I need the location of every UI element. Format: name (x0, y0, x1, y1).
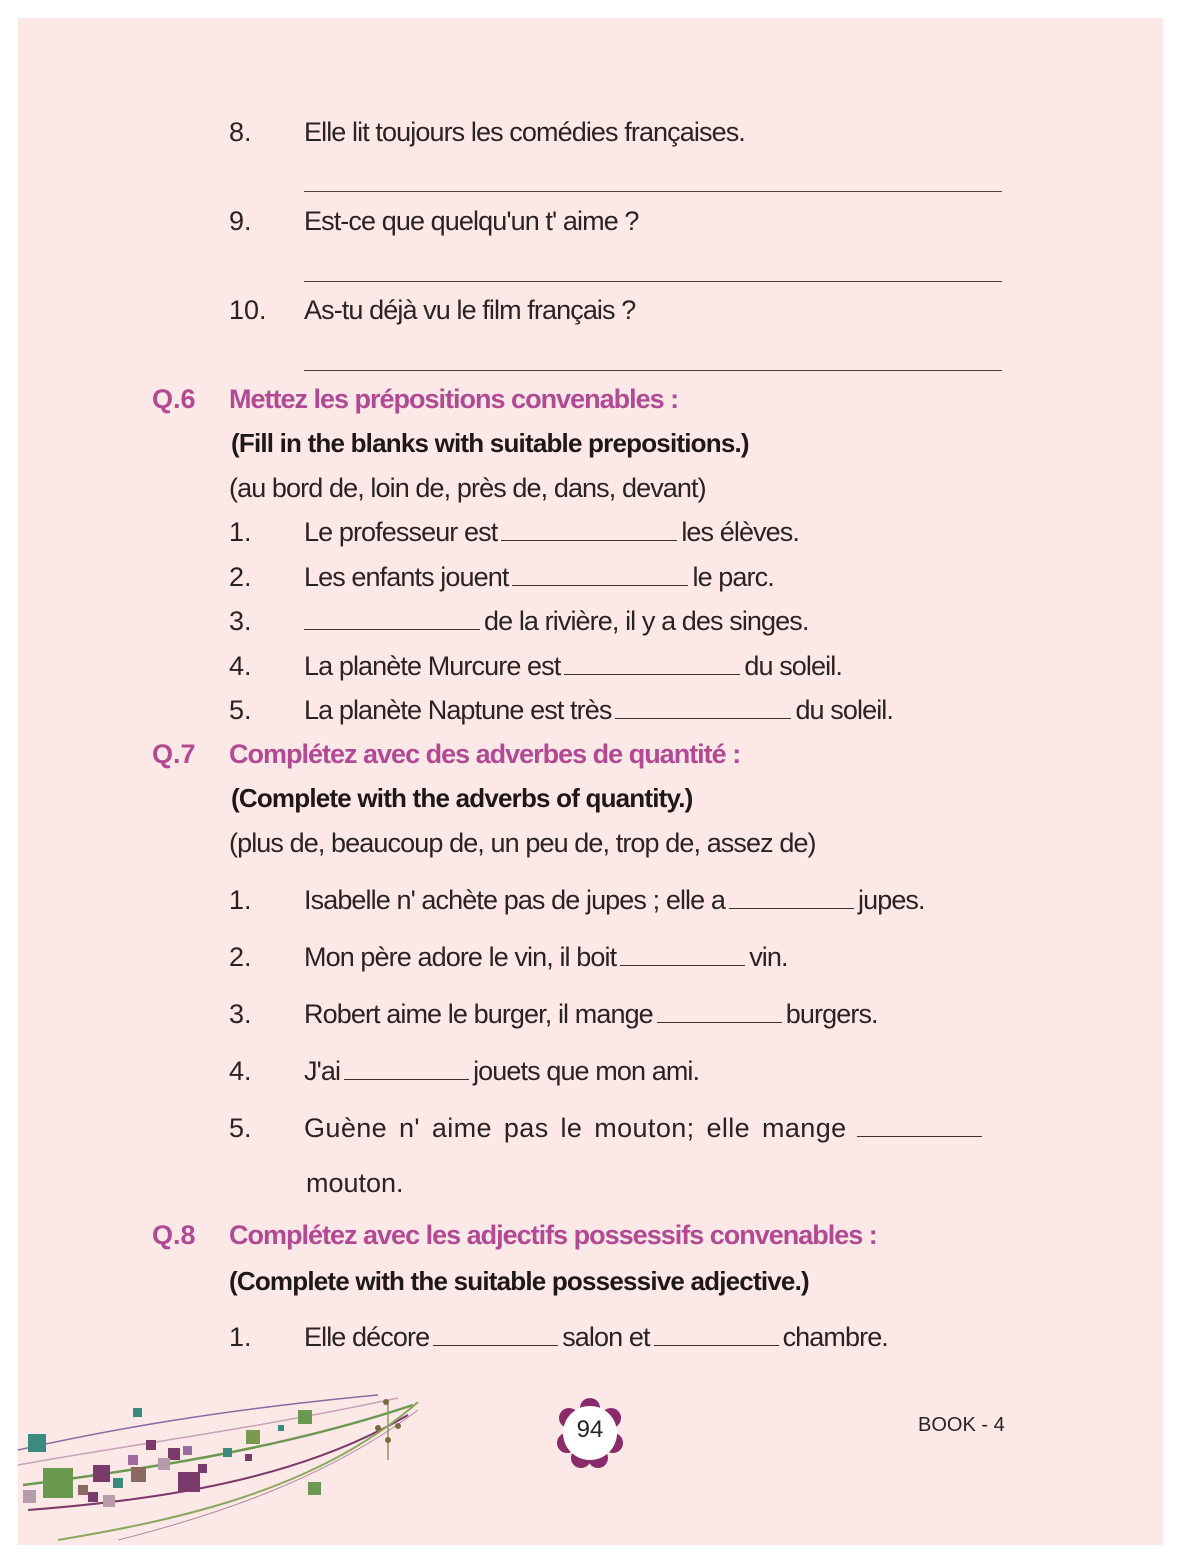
item-number: 1. (229, 885, 252, 915)
sentence-end: jupes. (857, 885, 925, 915)
question-subtitle: (Complete with the suitable possessive adjective.) (229, 1266, 809, 1296)
question-subtitle: (Complete with the adverbs of quantity.) (231, 783, 693, 813)
sentence-end: le parc. (692, 562, 774, 592)
fill-sentence (304, 1321, 888, 1353)
sentence-middle: salon et (562, 1322, 650, 1352)
blank-field[interactable] (620, 941, 745, 966)
item-number: 4. (229, 1056, 252, 1086)
item-number: 1. (229, 1322, 252, 1352)
floral-decoration-icon (18, 1390, 428, 1545)
blank-field[interactable] (729, 884, 854, 909)
page-number: 94 (576, 1416, 604, 1443)
fill-sentence (304, 694, 893, 726)
question-title: Complétez avec des adverbes de quantité : (229, 739, 741, 769)
item-number: 8. (229, 117, 252, 147)
sentence-start: Les enfants jouent (304, 562, 509, 592)
sentence-end: du soleil. (744, 651, 842, 681)
item-number: 3. (229, 999, 252, 1029)
fill-sentence (304, 1112, 986, 1144)
fill-sentence (304, 1055, 699, 1087)
sentence-end: du soleil. (795, 695, 894, 725)
fill-sentence (304, 605, 808, 637)
sentence-end: les élèves. (681, 517, 799, 547)
sentence-end: chambre. (782, 1322, 888, 1352)
sentence-start: La planète Naptune est très (304, 695, 612, 725)
fill-sentence (304, 650, 842, 682)
answer-line[interactable] (304, 191, 1002, 192)
question-label: Q.7 (152, 739, 196, 769)
item-number: 9. (229, 206, 252, 236)
fill-sentence (304, 884, 925, 916)
sentence-start: Le professeur est (304, 517, 498, 547)
question-text: Elle lit toujours les comédies françaises. (304, 117, 745, 147)
question-label: Q.8 (152, 1220, 196, 1250)
item-number: 2. (229, 942, 252, 972)
sentence-continuation: mouton. (306, 1168, 404, 1198)
sentence-start: Isabelle n' achète pas de jupes ; elle a (304, 885, 725, 915)
blank-field[interactable] (304, 605, 480, 630)
answer-line[interactable] (304, 281, 1002, 282)
sentence-end: de la rivière, il y a des singes. (484, 606, 809, 636)
word-bank: (plus de, beaucoup de, un peu de, trop de, assez de) (229, 828, 816, 858)
blank-field[interactable] (433, 1321, 558, 1346)
sentence-end: jouets que mon ami. (473, 1056, 700, 1086)
blank-field[interactable] (615, 694, 791, 719)
item-number: 5. (229, 1113, 252, 1143)
item-number: 1. (229, 517, 252, 547)
item-number: 2. (229, 562, 252, 592)
blank-field[interactable] (501, 516, 677, 541)
fill-sentence (304, 561, 774, 593)
blank-field[interactable] (344, 1055, 469, 1080)
fill-sentence (304, 998, 878, 1030)
question-title: Complétez avec les adjectifs possessifs convenables : (229, 1220, 877, 1250)
blank-field[interactable] (512, 561, 688, 586)
item-number: 4. (229, 651, 252, 681)
sentence-start: J'ai (304, 1056, 341, 1086)
blank-field[interactable] (657, 998, 782, 1023)
item-number: 10. (229, 295, 267, 325)
answer-line[interactable] (304, 370, 1002, 371)
sentence-end: burgers. (785, 999, 878, 1029)
blank-field[interactable] (654, 1321, 779, 1346)
question-title: Mettez les prépositions convenables : (229, 384, 679, 414)
book-label: BOOK - 4 (918, 1414, 1005, 1436)
question-text: As-tu déjà vu le film français ? (304, 295, 636, 325)
fill-sentence (304, 941, 788, 973)
question-text: Est-ce que quelqu'un t' aime ? (304, 206, 639, 236)
item-number: 3. (229, 606, 252, 636)
sentence-start: Guène n' aime pas le mouton; elle mange (304, 1113, 847, 1143)
fill-sentence (304, 516, 799, 548)
sentence-start: Elle décore (304, 1322, 430, 1352)
blank-field[interactable] (564, 650, 740, 675)
sentence-end: vin. (749, 942, 788, 972)
sentence-start: La planète Murcure est (304, 651, 561, 681)
blank-field[interactable] (857, 1112, 982, 1137)
word-bank: (au bord de, loin de, près de, dans, devant) (229, 473, 706, 503)
sentence-start: Robert aime le burger, il mange (304, 999, 653, 1029)
question-subtitle: (Fill in the blanks with suitable prepositions.) (231, 428, 749, 458)
sentence-start: Mon père adore le vin, il boit (304, 942, 617, 972)
item-number: 5. (229, 695, 252, 725)
question-label: Q.6 (152, 384, 196, 414)
